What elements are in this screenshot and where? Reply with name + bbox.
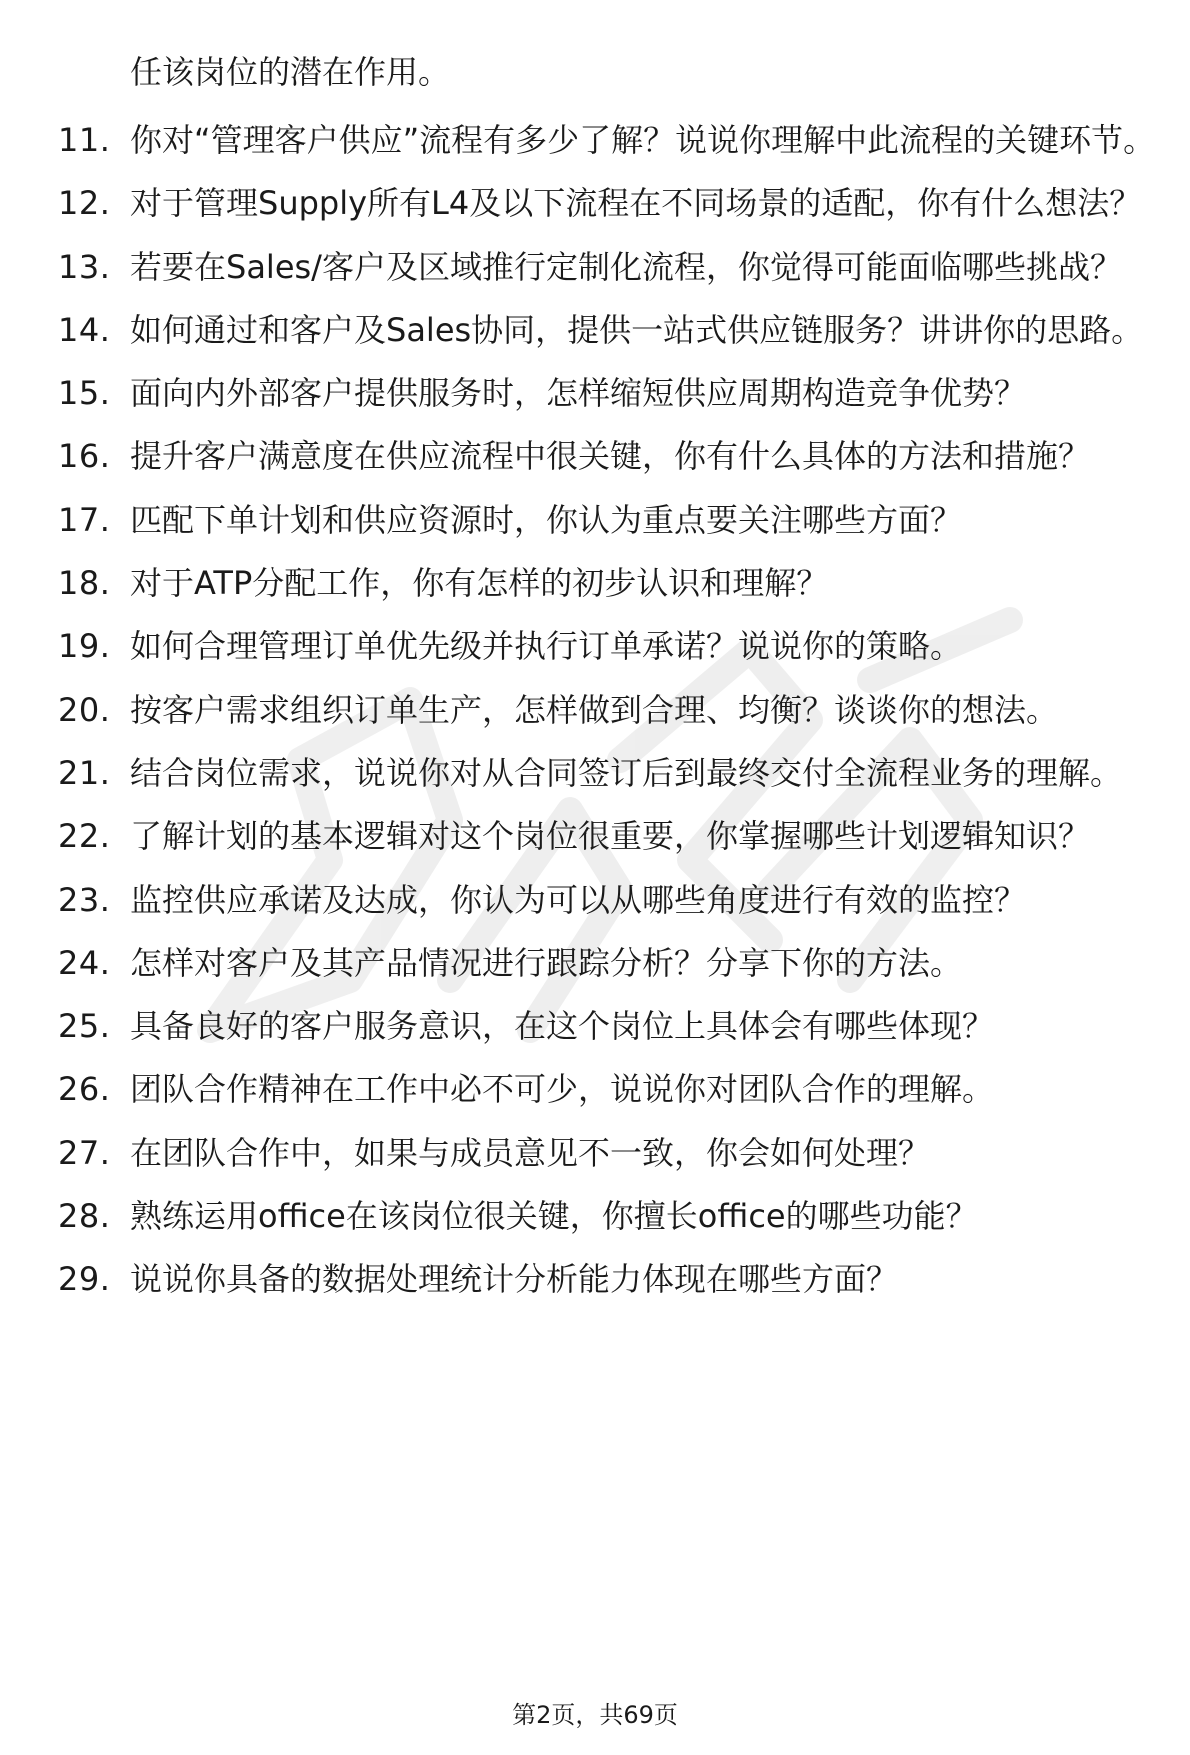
list-item <box>0 624 1190 668</box>
list-item <box>0 878 1190 922</box>
question-number: 16. <box>58 437 111 476</box>
list-item <box>0 118 1190 162</box>
question-number: 15. <box>58 374 111 413</box>
question-text: 对于ATP分配工作，你有怎样的初步认识和理解？ <box>130 564 829 603</box>
question-number: 14. <box>58 310 111 349</box>
question-text: 结合岗位需求，说说你对从合同签订后到最终交付全流程业务的理解。 <box>130 753 1123 792</box>
question-text: 如何合理管理订单优先级并执行订单承诺？说说你的策略。 <box>130 627 963 666</box>
list-item <box>0 751 1190 795</box>
list-item <box>0 245 1190 289</box>
question-text: 说说你具备的数据处理统计分析能力体现在哪些方面？ <box>130 1260 899 1299</box>
page-footer: 第2页，共69页 <box>512 1701 678 1729</box>
question-number: 24. <box>58 943 111 982</box>
question-number: 25. <box>58 1007 111 1046</box>
question-number: 18. <box>58 564 111 603</box>
list-item <box>0 498 1190 542</box>
question-number: 27. <box>58 1133 111 1172</box>
intro-continuation: 任该岗位的潜在作用。 <box>130 53 451 91</box>
question-number: 21. <box>58 753 111 792</box>
question-number: 23. <box>58 880 111 919</box>
question-text: 你对“管理客户供应”流程有多少了解？说说你理解中此流程的关键环节。 <box>130 121 1156 159</box>
question-text: 在团队合作中，如果与成员意见不一致，你会如何处理？ <box>130 1133 931 1172</box>
question-number: 22. <box>58 817 111 856</box>
question-text: 熟练运用office在该岗位很关键，你擅长office的哪些功能？ <box>130 1197 978 1236</box>
question-number: 29. <box>58 1260 111 1299</box>
list-item <box>0 1004 1190 1048</box>
question-text: 按客户需求组织订单生产，怎样做到合理、均衡？谈谈你的想法。 <box>130 690 1059 729</box>
list-item <box>0 1067 1190 1111</box>
question-text: 团队合作精神在工作中必不可少，说说你对团队合作的理解。 <box>130 1070 995 1109</box>
question-text: 提升客户满意度在供应流程中很关键，你有什么具体的方法和措施？ <box>130 437 1091 476</box>
list-item <box>0 561 1190 605</box>
list-item <box>0 434 1190 478</box>
question-text: 对于管理Supply所有L4及以下流程在不同场景的适配，你有什么想法？ <box>130 184 1142 223</box>
question-text: 监控供应承诺及达成，你认为可以从哪些角度进行有效的监控？ <box>130 880 1027 919</box>
question-text: 若要在Sales/客户及区域推行定制化流程，你觉得可能面临哪些挑战？ <box>130 247 1122 286</box>
question-text: 如何通过和客户及Sales协同，提供一站式供应链服务？讲讲你的思路。 <box>130 310 1144 349</box>
list-item <box>0 941 1190 985</box>
question-text: 匹配下单计划和供应资源时，你认为重点要关注哪些方面？ <box>130 500 963 539</box>
list-item <box>0 814 1190 858</box>
list-item <box>0 1131 1190 1175</box>
question-number: 20. <box>58 690 111 729</box>
list-item <box>0 371 1190 415</box>
question-text: 面向内外部客户提供服务时，怎样缩短供应周期构造竞争优势？ <box>130 374 1027 413</box>
question-list <box>0 118 1190 1321</box>
question-text: 了解计划的基本逻辑对这个岗位很重要，你掌握哪些计划逻辑知识？ <box>130 817 1091 856</box>
question-number: 26. <box>58 1070 111 1109</box>
question-text: 具备良好的客户服务意识，在这个岗位上具体会有哪些体现？ <box>130 1007 995 1046</box>
list-item <box>0 308 1190 352</box>
list-item <box>0 1194 1190 1238</box>
question-number: 13. <box>58 247 111 286</box>
question-number: 11. <box>58 121 111 159</box>
question-number: 28. <box>58 1197 111 1236</box>
question-number: 17. <box>58 500 111 539</box>
list-item <box>0 1257 1190 1301</box>
list-item <box>0 181 1190 225</box>
question-text: 怎样对客户及其产品情况进行跟踪分析？分享下你的方法。 <box>130 943 963 982</box>
list-item <box>0 688 1190 732</box>
question-number: 19. <box>58 627 111 666</box>
question-number: 12. <box>58 184 111 223</box>
